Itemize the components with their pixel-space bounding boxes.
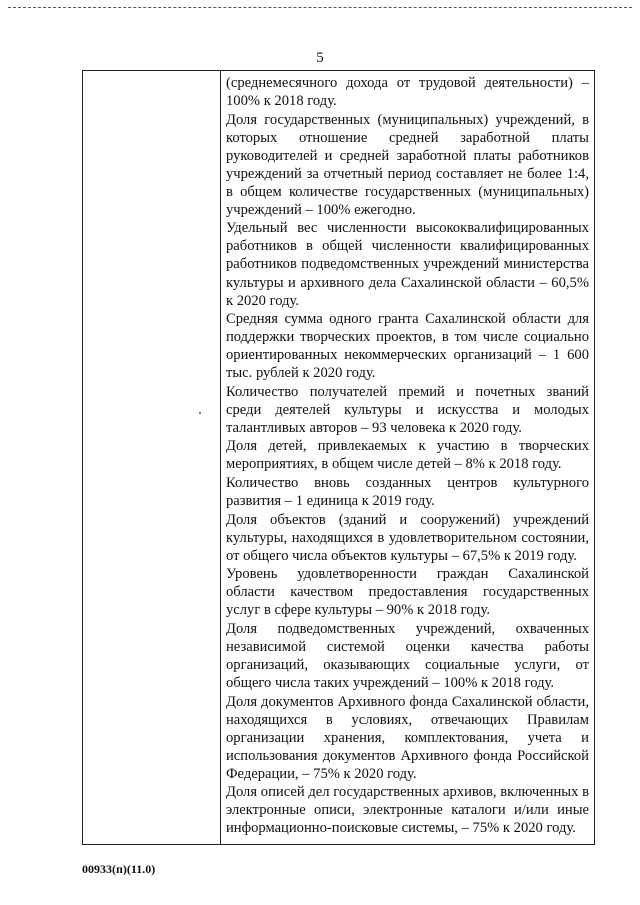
table-right-cell — [226, 74, 589, 838]
scan-edge-line — [8, 7, 632, 8]
paragraph: Доля документов Архивного фонда Сахалинской области, находящихся в условиях, отвечающих Правилам организации хранения, комплектования, учета и использования документов Архивного фонда Российской Федерации, – 75% к 2020 году. — [226, 693, 589, 782]
paragraph: Количество получателей премий и почетных званий среди деятелей культуры и искусства и молодых талантливых авторов – 93 человека к 2020 году. — [226, 383, 589, 436]
paragraph: Удельный вес численности высококвалифицированных работников в общей численности квалифицированных работников подведомственных учреждений министерства культуры и архивного дела Сахалинской области – 60,5% к 2020 году. — [226, 220, 589, 309]
page-number: 5 — [316, 50, 324, 66]
paragraph: Доля подведомственных учреждений, охваченных независимой системой оценки качества работы организаций, оказывающих социальные услуги, от общего числа таких учреждений – 100% к 2018 году. — [226, 620, 589, 692]
paragraph: Средняя сумма одного гранта Сахалинской области для поддержки творческих проектов, в том числе социально ориентированных некоммерческих организаций – 1 600 тыс. рублей к 2020 году. — [226, 311, 589, 382]
paragraph: Доля детей, привлекаемых к участию в творческих мероприятиях, в общем числе детей – 8% к 2018 году. — [226, 438, 589, 473]
column-divider — [220, 71, 221, 844]
paragraph: Доля объектов (зданий и сооружений) учреждений культуры, находящихся в удовлетворительном состоянии, от общего числа объектов культуры – 67,5% к 2019 году. — [226, 511, 589, 564]
paragraph: (среднемесячного дохода от трудовой деятельности) – 100% к 2018 году. — [226, 75, 589, 110]
scan-artifact — [199, 412, 201, 414]
paragraph: Уровень удовлетворенности граждан Сахалинской области качеством предоставления государственных услуг в сфере культуры – 90% к 2018 году. — [226, 566, 589, 619]
paragraph: Доля описей дел государственных архивов, включенных в электронные описи, электронные каталоги и/или иные информационно-поисковые системы, – 75% к 2020 году. — [226, 784, 589, 837]
paragraph: Доля государственных (муниципальных) учреждений, в которых отношение средней заработной платы руководителей и средней заработной платы работников учреждений за отчетный период составляет не более 1:4, в общем количестве государственных (муниципальных) учреждений – 100% ежегодно. — [226, 111, 589, 218]
paragraph: Количество вновь созданных центров культурного развития – 1 единица к 2019 году. — [226, 475, 589, 510]
document-table — [82, 70, 595, 845]
document-code: 00933(п)(11.0) — [82, 862, 156, 876]
